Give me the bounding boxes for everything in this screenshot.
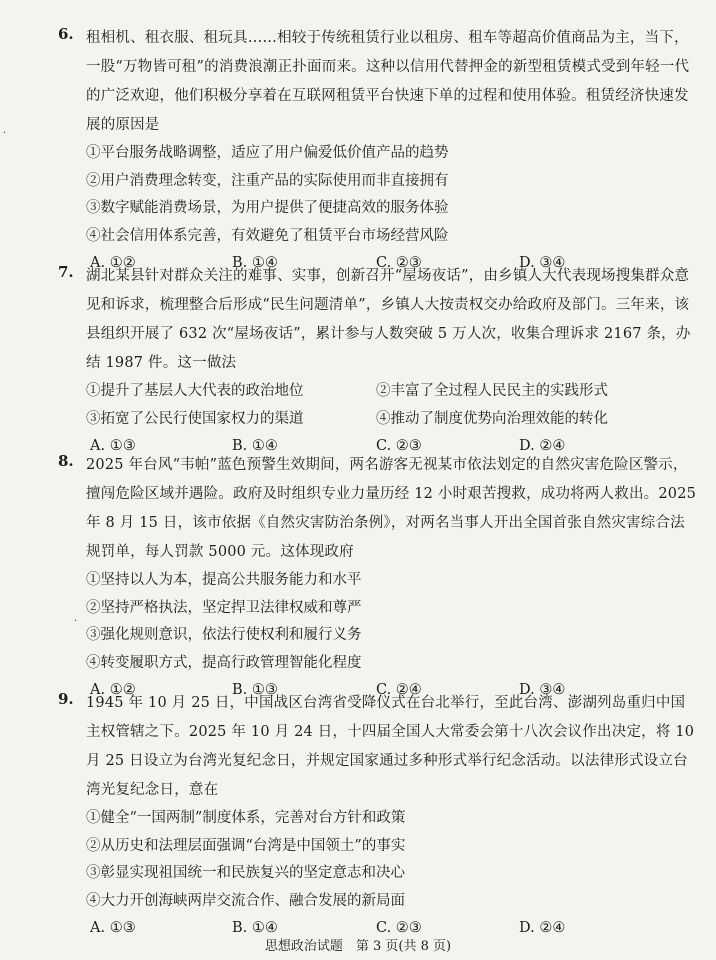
statement-2: ②从历史和法理层面强调“台湾是中国领土”的事实 xyxy=(86,837,406,854)
statement-4: ④大力开创海峡两岸交流合作、融合发展的新局面 xyxy=(86,892,405,909)
question-number: 9. xyxy=(58,690,74,708)
choice-b[interactable]: B. ①④ xyxy=(232,920,278,936)
choice-c[interactable]: C. ②③ xyxy=(376,438,422,454)
statement-4: ④社会信用体系完善，有效避免了租赁平台市场经营风险 xyxy=(86,227,449,244)
statement-1: ①健全“一国两制”制度体系，完善对台方针和政策 xyxy=(86,810,406,826)
choice-a[interactable]: A. ①② xyxy=(90,682,136,698)
statement-4: ④转变履职方式，提高行政管理智能化程度 xyxy=(86,654,362,671)
choice-b[interactable]: B. ①④ xyxy=(232,438,278,454)
scan-speck: · xyxy=(3,128,7,139)
statement-3: ③强化规则意识，依法行使权利和履行义务 xyxy=(86,627,362,643)
question-8 xyxy=(58,451,698,705)
statements-row-2 xyxy=(86,406,698,434)
statement-3: ③彰显实现祖国统一和民族复兴的坚定意志和决心 xyxy=(86,865,405,881)
statement-1: ①平台服务战略调整，适应了用户偏爱低价值产品的趋势 xyxy=(86,145,449,161)
choice-d[interactable]: D. ②④ xyxy=(519,920,566,936)
statement-4: ④推动了制度优势向治理效能的转化 xyxy=(376,410,608,427)
question-6 xyxy=(58,24,698,278)
choice-b[interactable]: B. ①③ xyxy=(232,682,278,698)
scan-speck: · xyxy=(74,616,78,627)
choice-d[interactable]: D. ②④ xyxy=(519,438,566,454)
statement-2: ②用户消费理念转变，注重产品的实际使用而非直接拥有 xyxy=(86,172,449,189)
question-stem: 2025 年台风“韦帕”蓝色预警生效期间，两名游客无视某市依法划定的自然灾害危险区警示，擅闯危险区域并遇险。政府及时组织专业力量历经 12 小时艰苦搜救，成功将两人救出。2025 年 8 月 15 日，该市依据《自然灾害防治条例》，对两名当事人开出全国首张自然灾害综合法规罚单，每人罚款 5000 元。这体现政府 xyxy=(86,457,697,560)
choice-d[interactable]: D. ③④ xyxy=(519,255,566,271)
choice-a[interactable]: A. ①② xyxy=(90,255,136,271)
choice-c[interactable]: C. ②③ xyxy=(376,920,422,936)
statement-1: ①提升了基层人大代表的政治地位 xyxy=(86,383,304,399)
choice-b[interactable]: B. ①④ xyxy=(232,255,278,271)
page-footer: 思想政治试题 第 3 页(共 8 页) xyxy=(264,939,452,954)
choice-d[interactable]: D. ③④ xyxy=(519,682,566,698)
question-stem: 租相机、租衣服、租玩具……相较于传统租赁行业以租房、租车等超高价值商品为主，当下，一股“万物皆可租”的消费浪潮正扑面而来。这种以信用代替押金的新型租赁模式受到年轻一代的广泛欢迎，他们积极分享着在互联网租赁平台快速下单的过程和使用体验。租赁经济快速发展的原因是 xyxy=(86,30,690,133)
statement-2: ②坚持严格执法，坚定捍卫法律权威和尊严 xyxy=(86,599,362,616)
statement-3: ③拓宽了公民行使国家权力的渠道 xyxy=(86,410,304,427)
choice-a[interactable]: A. ①③ xyxy=(90,920,136,936)
question-number: 7. xyxy=(58,263,74,281)
question-stem: 1945 年 10 月 25 日，中国战区台湾省受降仪式在台北举行，至此台湾、澎湖列岛重归中国主权管辖之下。2025 年 10 月 24 日，十四届全国人大常委会第十八次会议作出决定，将 10 月 25 日设立为台湾光复纪念日，并规定国家通过多种形式举行纪念活动。以法律形式设立台湾光复纪念日，意在 xyxy=(86,695,695,798)
statement-1: ①坚持以人为本，提高公共服务能力和水平 xyxy=(86,572,362,588)
statement-3: ③数字赋能消费场景，为用户提供了便捷高效的服务体验 xyxy=(86,200,449,216)
choice-c[interactable]: C. ②③ xyxy=(376,255,422,271)
statement-2: ②丰富了全过程人民民主的实践形式 xyxy=(376,383,608,399)
choice-a[interactable]: A. ①③ xyxy=(90,438,136,454)
question-number: 6. xyxy=(58,25,74,43)
choice-c[interactable]: C. ②④ xyxy=(376,682,422,698)
statements-row-1 xyxy=(86,378,698,406)
question-stem: 湖北某县针对群众关注的难事、实事，创新召开“屋场夜话”，由乡镇人大代表现场搜集群众意见和诉求，梳理整合后形成“民生问题清单”，乡镇人大按责权交办给政府及部门。三年来，该县组织开展了 632 次“屋场夜话”，累计参与人数突破 5 万人次，收集合理诉求 2167 条，办结 1987 件。这一做法 xyxy=(86,268,691,371)
question-9 xyxy=(58,689,698,943)
question-7 xyxy=(58,262,698,461)
question-number: 8. xyxy=(58,452,74,470)
